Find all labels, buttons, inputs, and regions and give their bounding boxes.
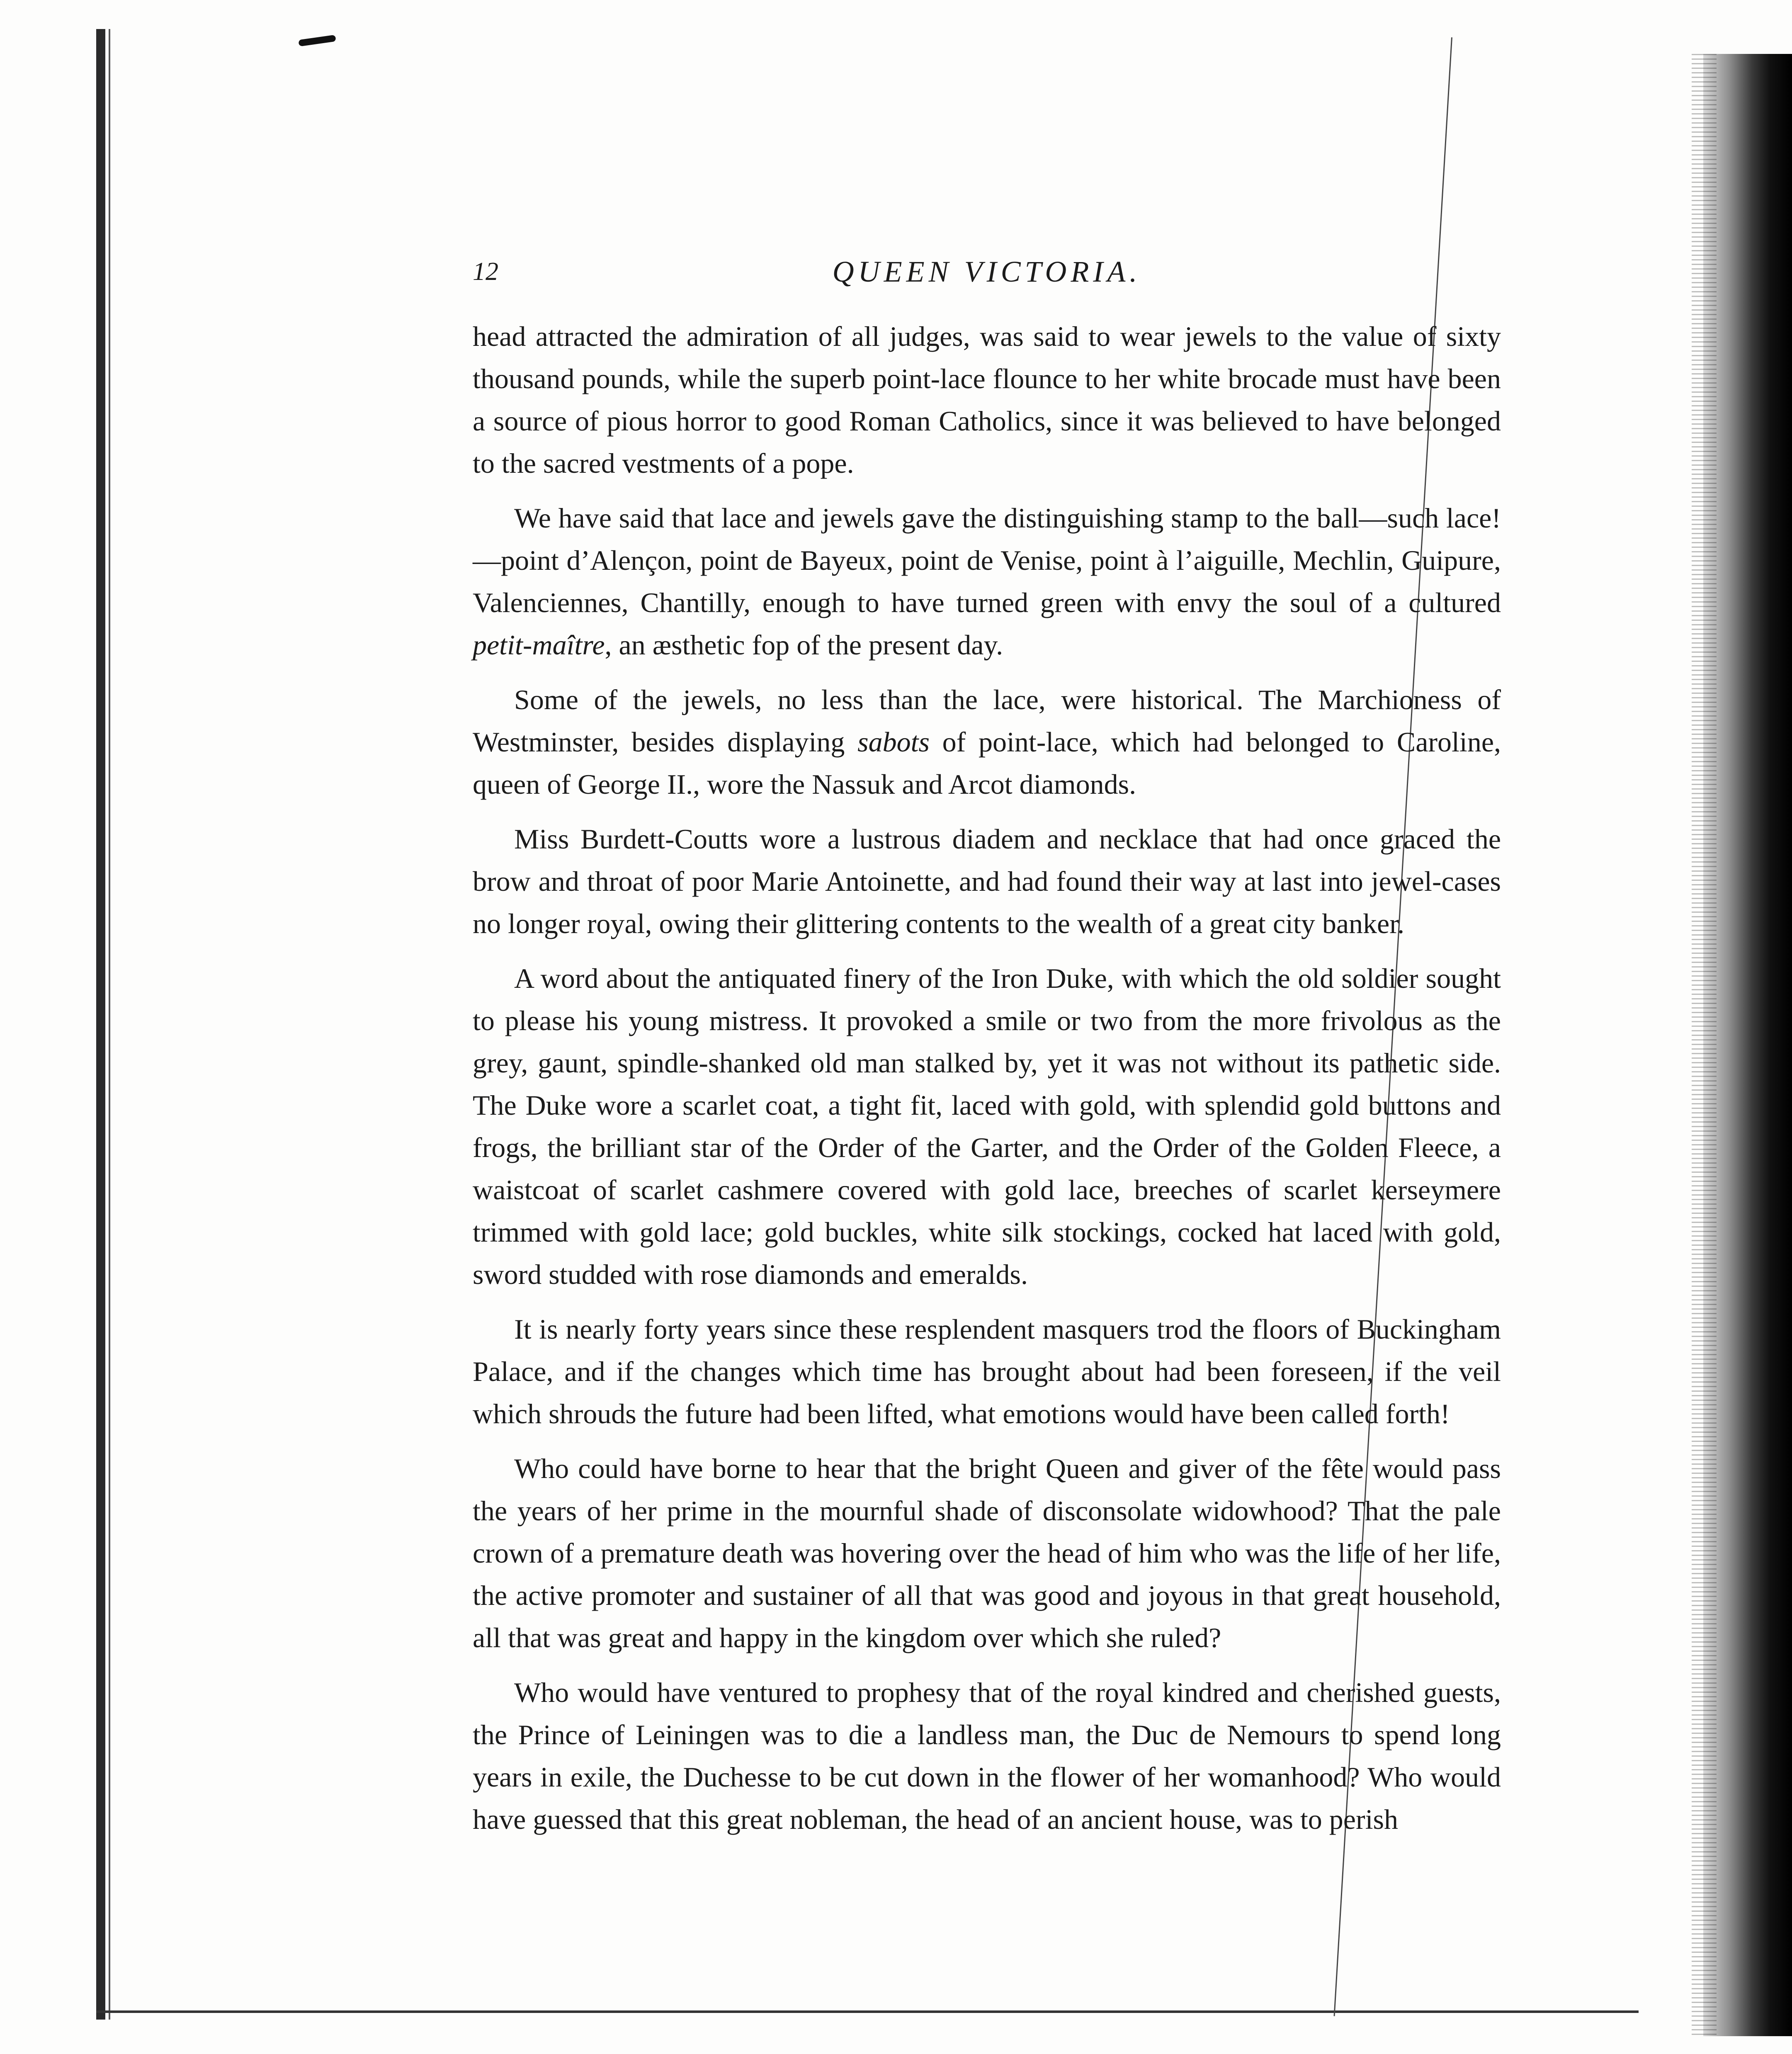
italic-term: petit-maître [473, 629, 605, 661]
text-run: We have said that lace and jewels gave the distinguishing stamp to the ball—such lace!—point d’Alençon, point de Bayeux, point de Venise, point à l’aiguille, Mechlin, Guipure, Valenciennes, Chantilly, enough to have turned green with envy the soul of a cultured [473, 502, 1501, 618]
body-text [473, 315, 1501, 1853]
ink-mark [298, 35, 336, 46]
right-edge-speckle [1692, 54, 1717, 2036]
bottom-edge-line [96, 2010, 1639, 2013]
text-run: of point-lace, which had belonged to Caroline, queen of George II., wore the Nassuk and Arcot diamonds. [473, 726, 1501, 800]
binding-edge-shadow [96, 29, 105, 2020]
text-run: Some of the jewels, no less than the lace, were historical. The Marchioness of Westminster, besides displaying [473, 684, 1501, 758]
running-head [473, 249, 1501, 299]
text-run: , an æsthetic fop of the present day. [605, 629, 1003, 661]
page-number: 12 [473, 258, 498, 286]
italic-term: sabots [857, 726, 930, 758]
binding-edge-line [109, 29, 110, 2020]
paragraph: A word about the antiquated finery of the Iron Duke, with which the old soldier sought to please his young mistress. It provoked a smile or two from the more frivolous as the grey, gaunt, spindle-shanked old man stalked by, yet it was not without its pathetic side. The Duke wore a scarlet coat, a tight fit, laced with gold, with splendid gold buttons and frogs, the brilliant star of the Order of the Garter, and the Order of the Golden Fleece, a waistcoat of scarlet cashmere covered with gold lace, breeches of scarlet kerseymere trimmed with gold lace; gold buckles, white silk stockings, cocked hat laced with gold, sword studded with rose diamonds and emeralds. [473, 963, 1501, 1290]
right-edge-shadow [1703, 54, 1792, 2036]
paragraph: Miss Burdett-Coutts wore a lustrous diadem and necklace that had once graced the brow and throat of poor Marie Antoinette, and had found their way at last into jewel-cases no longer royal, owing their glittering contents to the wealth of a great city banker. [473, 823, 1501, 939]
paragraph: head attracted the admiration of all judges, was said to wear jewels to the value of sixty thousand pounds, while the superb point-lace flounce to her white brocade must have been a source of pious horror to good Roman Catholics, since it was believed to have belonged to the sacred vestments of a pope. [473, 321, 1501, 479]
paragraph [473, 497, 1501, 666]
paragraph: Who would have ventured to prophesy that of the royal kindred and cherished guests, the Prince of Leiningen was to die a landless man, the Duc de Nemours to spend long years in exile, the Duchesse to be cut down in the flower of her womanhood? Who would have guessed that this great nobleman, the head of an ancient house, was to perish [473, 1677, 1501, 1835]
paragraph: Who could have borne to hear that the bright Queen and giver of the fête would pass the years of her prime in the mournful shade of disconsolate widowhood? That the pale crown of a premature death was hovering over the head of him who was the life of her life, the active promoter and sustainer of all that was good and joyous in that great household, all that was great and happy in the kingdom over which she ruled? [473, 1453, 1501, 1653]
running-head-title: QUEEN VICTORIA. [832, 255, 1141, 288]
paragraph [473, 678, 1501, 805]
paragraph: It is nearly forty years since these resplendent masquers trod the floors of Buckingham Palace, and if the changes which time has brought about had been foreseen, if the veil which shrouds the future had been lifted, what emotions would have been called forth! [473, 1313, 1501, 1429]
